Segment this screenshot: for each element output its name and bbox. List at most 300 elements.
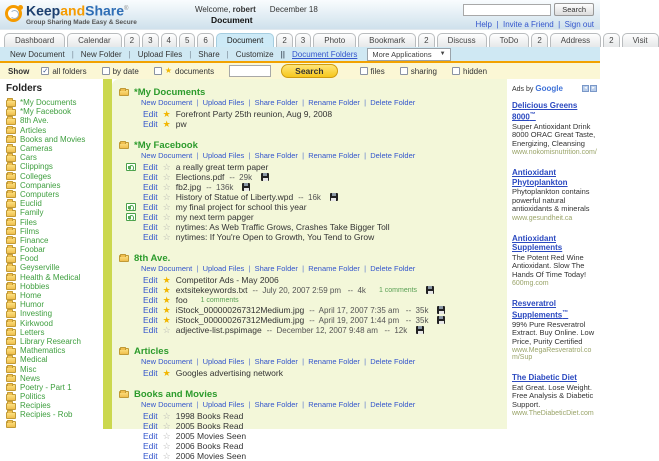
ads-by-google-label: Ads by Google xyxy=(512,84,563,93)
document-title-link[interactable]: iStock_000000267312Medium.jpg xyxy=(175,305,305,315)
section-title-link[interactable]: 8th Ave. xyxy=(134,252,171,264)
sidebar-folder-item[interactable] xyxy=(6,236,103,245)
sidebar-folder-label: Files xyxy=(20,217,37,227)
edit-link[interactable]: Edit xyxy=(143,305,158,315)
sidebar-folder-item[interactable] xyxy=(6,392,103,401)
sidebar-folder-label: News xyxy=(20,373,41,383)
folder-icon xyxy=(6,146,16,153)
sidebar-folder-item[interactable] xyxy=(6,346,103,355)
checkbox-icon[interactable] xyxy=(452,67,460,75)
ad-url: 600mg.com xyxy=(512,280,549,288)
document-row xyxy=(119,451,507,461)
header-link[interactable]: | Sign out xyxy=(554,20,594,29)
document-title-link[interactable]: adjective-list.pspimage xyxy=(175,325,262,335)
sidebar-folder-label: Articles xyxy=(20,125,47,135)
sidebar-folder-label: Companies xyxy=(20,180,61,190)
document-title-link[interactable]: extsitekeywords.txt xyxy=(175,285,248,295)
toolbar-item[interactable]: | Upload Files xyxy=(122,50,183,59)
sidebar-folder-item[interactable] xyxy=(6,401,103,410)
toolbar-item[interactable]: | Customize xyxy=(220,50,274,59)
sidebar-folder-label: Colleges xyxy=(20,171,52,181)
sidebar-folder-item[interactable] xyxy=(6,309,103,318)
folder-actions xyxy=(119,264,507,275)
star-icon[interactable] xyxy=(163,316,171,325)
star-icon[interactable] xyxy=(163,286,171,295)
edit-link[interactable]: Edit xyxy=(143,368,158,378)
keepandshare-logo[interactable] xyxy=(5,2,137,26)
ad-item xyxy=(512,168,597,222)
sidebar-folder-item[interactable] xyxy=(6,208,103,217)
folder-action-link[interactable]: | Share Folder xyxy=(244,400,298,409)
sidebar-folder-label: Clippings xyxy=(20,162,53,172)
folder-icon xyxy=(6,136,16,143)
comments-link[interactable]: 1 comments xyxy=(378,286,418,294)
folder-icon xyxy=(6,219,16,226)
sidebar-folder-label: Humor xyxy=(20,300,45,310)
edit-link[interactable]: Edit xyxy=(143,325,158,335)
folder-icon xyxy=(6,283,16,290)
document-meta: -- 136k xyxy=(206,182,234,192)
folder-action-link[interactable]: | Rename Folder xyxy=(298,357,360,366)
folder-icon xyxy=(119,348,129,355)
show-label: Show xyxy=(8,66,30,76)
document-title-link[interactable]: Elections.pdf xyxy=(175,172,225,182)
sidebar-folder-item[interactable] xyxy=(6,135,103,144)
sidebar-folder-label: Mathematics xyxy=(20,346,66,356)
toolbar-item[interactable]: New Document xyxy=(10,49,65,59)
document-title-link[interactable]: my next term papger xyxy=(175,212,254,222)
sidebar-folder-label: Euclid xyxy=(20,199,42,209)
sidebar-folder-item[interactable] xyxy=(6,153,103,162)
shared-icon xyxy=(126,163,136,171)
filter-option[interactable] xyxy=(41,67,86,76)
sidebar-folder-label: Politics xyxy=(20,392,46,402)
sidebar-folder-item[interactable] xyxy=(6,181,103,190)
folder-action-link[interactable]: | Upload Files xyxy=(192,357,244,366)
edit-link[interactable]: Edit xyxy=(143,202,158,212)
sidebar-folder-label: Geyserville xyxy=(20,263,60,273)
header-search-input[interactable] xyxy=(463,4,551,16)
tab[interactable]: 2 xyxy=(603,33,619,47)
sidebar-folder-label: Library Research xyxy=(20,336,81,346)
folder-action-link[interactable]: | Upload Files xyxy=(192,98,244,107)
star-icon[interactable] xyxy=(163,412,171,421)
document-row xyxy=(119,315,507,325)
folder-action-link[interactable]: | Rename Folder xyxy=(298,400,360,409)
folder-icon xyxy=(6,210,16,217)
folder-icon xyxy=(6,100,16,107)
toolbar-item[interactable]: | New Folder xyxy=(65,50,122,59)
folder-action-link[interactable]: | Delete Folder xyxy=(360,151,415,160)
document-title-link[interactable]: 1998 Books Read xyxy=(175,411,244,421)
save-disk-icon[interactable] xyxy=(261,173,269,181)
sidebar-folder-item[interactable] xyxy=(6,364,103,373)
folder-action-link[interactable]: New Document xyxy=(141,98,193,107)
document-title-link[interactable]: 2006 Movies Seen xyxy=(175,451,247,461)
header-search-button[interactable]: Search xyxy=(554,3,594,16)
folder-action-link[interactable]: | Delete Folder xyxy=(360,264,415,273)
document-title-link[interactable]: fb2.jpg xyxy=(175,182,202,192)
document-row xyxy=(119,182,507,192)
sidebar-folder-item[interactable] xyxy=(6,410,103,419)
save-disk-icon[interactable] xyxy=(242,183,250,191)
folder-action-link[interactable]: | Delete Folder xyxy=(360,357,415,366)
folder-action-link[interactable]: | Rename Folder xyxy=(298,98,360,107)
sidebar-folder-item[interactable] xyxy=(6,172,103,181)
sidebar-folder-item[interactable] xyxy=(6,190,103,199)
sidebar-folder-label: Poetry - Part 1 xyxy=(20,382,72,392)
document-row xyxy=(119,172,507,182)
sidebar-folder-label: Home xyxy=(20,291,42,301)
checkbox-icon[interactable] xyxy=(360,67,368,75)
star-icon[interactable] xyxy=(163,203,171,212)
folder-icon xyxy=(6,237,16,244)
document-title-link[interactable]: my final project for school this year xyxy=(175,202,307,212)
document-title-link[interactable]: foo xyxy=(175,295,188,305)
tab[interactable]: 2 xyxy=(531,33,547,47)
sidebar-folder-item[interactable] xyxy=(6,217,103,226)
filter-option-label: sharing xyxy=(410,66,437,76)
section-title-link[interactable]: *My Documents xyxy=(134,86,206,98)
tab[interactable]: Visit xyxy=(622,33,659,47)
document-row xyxy=(119,202,507,212)
sidebar-folder-item[interactable] xyxy=(6,116,103,125)
ad-text: Super Antioxidant Drink 8000 ORAC Great Taste, Energizing, Cleansing xyxy=(512,121,596,148)
edit-link[interactable]: Edit xyxy=(143,172,158,182)
save-disk-icon[interactable] xyxy=(330,193,338,201)
document-title-link[interactable]: Googles advertising network xyxy=(175,368,283,378)
sidebar-folder-item[interactable] xyxy=(6,383,103,392)
folder-action-link[interactable]: New Document xyxy=(141,357,193,366)
section-title-link[interactable]: Articles xyxy=(134,345,169,357)
username: robert xyxy=(232,5,256,14)
tagline: Group Sharing Made Easy & Secure xyxy=(26,18,137,26)
folder-icon xyxy=(6,155,16,162)
sidebar-folder-item[interactable] xyxy=(6,162,103,171)
current-date: December 18 xyxy=(269,5,318,14)
folder-action-link[interactable]: | Rename Folder xyxy=(298,264,360,273)
star-icon[interactable] xyxy=(163,326,171,335)
tab[interactable]: 3 xyxy=(142,33,158,47)
folder-action-link[interactable]: New Document xyxy=(141,400,193,409)
document-title-link[interactable]: 2005 Books Read xyxy=(175,421,244,431)
edit-link[interactable]: Edit xyxy=(143,212,158,222)
sidebar-folder-item[interactable] xyxy=(6,300,103,309)
tab[interactable]: Address xyxy=(550,33,601,47)
edit-link[interactable]: Edit xyxy=(143,295,158,305)
star-icon[interactable] xyxy=(163,369,171,378)
sidebar-folder-label: Misc xyxy=(20,364,37,374)
document-title-link[interactable]: nytimes: As Web Traffic Grows, Crashes Take Bigger Toll xyxy=(175,222,390,232)
edit-link[interactable]: Edit xyxy=(143,109,158,119)
document-row xyxy=(119,295,507,305)
ad-url: www.gesundheit.ca xyxy=(512,214,573,222)
folder-actions xyxy=(119,98,507,109)
section-title-link[interactable]: *My Facebook xyxy=(134,139,198,151)
tab[interactable]: Dashboard xyxy=(4,33,65,47)
star-icon[interactable] xyxy=(163,183,171,192)
tab[interactable]: 5 xyxy=(179,33,195,47)
tab[interactable]: 3 xyxy=(295,33,311,47)
sidebar-folder-label: Finance xyxy=(20,235,49,245)
folder-action-link[interactable]: | Upload Files xyxy=(192,400,244,409)
edit-link[interactable]: Edit xyxy=(143,441,158,451)
document-row xyxy=(119,192,507,202)
sidebar-folder-item[interactable] xyxy=(6,126,103,135)
document-title-link[interactable]: History of Statue of Liberty.wpd xyxy=(175,192,294,202)
checkbox-icon[interactable] xyxy=(154,67,162,75)
folder-icon xyxy=(6,173,16,180)
ad-title-link[interactable]: Antioxidant Phytoplankton xyxy=(512,168,568,187)
document-row xyxy=(119,411,507,421)
checkbox-icon[interactable] xyxy=(102,67,110,75)
edit-link[interactable]: Edit xyxy=(143,411,158,421)
filter-option[interactable] xyxy=(400,67,437,76)
folder-action-link[interactable]: | Upload Files xyxy=(192,151,244,160)
edit-link[interactable]: Edit xyxy=(143,421,158,431)
shared-icon xyxy=(126,203,136,211)
document-folders-link[interactable]: Document Folders xyxy=(292,49,358,59)
sidebar-folder-label: Medical xyxy=(20,355,48,365)
document-meta: -- April 17, 2007 7:35 am -- 35k xyxy=(309,305,429,315)
sidebar-folder-item[interactable] xyxy=(6,282,103,291)
edit-link[interactable]: Edit xyxy=(143,285,158,295)
document-toolbar xyxy=(0,47,600,61)
ads-prev-icon[interactable] xyxy=(582,85,589,92)
logo-wordmark: KeepandShare® xyxy=(26,2,129,19)
document-row xyxy=(119,368,507,378)
filter-option-label: all folders xyxy=(52,66,87,76)
sidebar-folder-item[interactable] xyxy=(6,337,103,346)
folders-sidebar xyxy=(0,79,103,429)
edit-link[interactable]: Edit xyxy=(143,431,158,441)
folder-icon xyxy=(6,247,16,254)
sidebar-folder-item[interactable] xyxy=(6,144,103,153)
edit-link[interactable]: Edit xyxy=(143,232,158,242)
star-icon[interactable] xyxy=(163,120,171,129)
folder-action-link[interactable]: | Share Folder xyxy=(244,151,298,160)
star-icon[interactable] xyxy=(163,306,171,315)
header-links xyxy=(463,20,594,29)
documents-content xyxy=(112,79,507,461)
folder-icon xyxy=(6,320,16,327)
tab[interactable]: 6 xyxy=(197,33,213,47)
edit-link[interactable]: Edit xyxy=(143,275,158,285)
sidebar-folder-label: Hobbies xyxy=(20,281,50,291)
sidebar-folder-label: *My Facebook xyxy=(20,107,72,117)
tab[interactable]: 2 xyxy=(124,33,140,47)
save-disk-icon[interactable] xyxy=(437,316,445,324)
document-row xyxy=(119,232,507,242)
folder-icon xyxy=(6,274,16,281)
edit-link[interactable]: Edit xyxy=(143,162,158,172)
document-row xyxy=(119,162,507,172)
star-icon[interactable] xyxy=(163,223,171,232)
sidebar-folder-label: *My Documents xyxy=(20,98,77,108)
save-disk-icon[interactable] xyxy=(416,326,424,334)
sidebar-folder-item[interactable] xyxy=(6,263,103,272)
sidebar-folder-label: Films xyxy=(20,226,40,236)
toolbar-item[interactable]: | Share xyxy=(182,50,219,59)
header-link[interactable]: | Invite a Friend xyxy=(492,20,554,29)
folder-action-link[interactable]: | Delete Folder xyxy=(360,98,415,107)
sidebar-folder-item[interactable] xyxy=(6,420,103,429)
checkbox-icon[interactable] xyxy=(400,67,408,75)
edit-link[interactable]: Edit xyxy=(143,315,158,325)
sidebar-folder-label: Computers xyxy=(20,189,60,199)
tab[interactable]: Discuss xyxy=(437,33,487,47)
edit-link[interactable]: Edit xyxy=(143,182,158,192)
current-app-label: Document xyxy=(211,15,253,25)
ad-title-link[interactable]: Resveratrol Supplements™ xyxy=(512,299,569,320)
sidebar-folder-item[interactable] xyxy=(6,245,103,254)
ad-text: The Potent Red Wine Antioxidant. Slow The Hands Of Time Today! xyxy=(512,252,587,279)
star-icon[interactable] xyxy=(163,193,171,202)
filter-search-button[interactable]: Search xyxy=(281,64,337,78)
document-title-link[interactable]: a really great term paper xyxy=(175,162,269,172)
save-disk-icon[interactable] xyxy=(437,306,445,314)
filter-option[interactable] xyxy=(452,67,487,76)
star-icon[interactable] xyxy=(163,442,171,451)
sidebar-folder-item[interactable] xyxy=(6,98,103,107)
folder-icon xyxy=(6,375,16,382)
edit-link[interactable]: Edit xyxy=(143,192,158,202)
document-row xyxy=(119,119,507,129)
star-icon[interactable] xyxy=(163,233,171,242)
document-row xyxy=(119,275,507,285)
star-icon[interactable] xyxy=(163,163,171,172)
ad-text: 99% Pure Resveratrol Extract. Buy Online. Low Price, Purity Certified xyxy=(512,319,595,346)
folder-icon xyxy=(6,228,16,235)
document-row xyxy=(119,285,507,295)
sidebar-folder-item[interactable] xyxy=(6,355,103,364)
folder-action-link[interactable]: | Share Folder xyxy=(244,357,298,366)
tab[interactable]: Bookmark xyxy=(358,33,416,47)
sidebar-folder-item[interactable] xyxy=(6,328,103,337)
ad-title-link[interactable]: Antioxidant Supplements xyxy=(512,233,563,253)
document-title-link[interactable]: nytimes: If You're Open to Growth, You Tend to Grow xyxy=(175,232,375,242)
folder-icon xyxy=(6,256,16,263)
sidebar-folder-item[interactable] xyxy=(6,273,103,282)
filter-option[interactable] xyxy=(102,67,139,76)
folder-icon xyxy=(119,255,129,262)
sidebar-folder-item[interactable] xyxy=(6,227,103,236)
folder-section xyxy=(119,252,507,335)
sidebar-folder-label: Foobar xyxy=(20,245,46,255)
comments-link[interactable]: 1 comments xyxy=(200,296,239,304)
more-applications-dropdown[interactable] xyxy=(367,48,450,61)
shared-icon xyxy=(126,213,136,221)
sidebar-folder-item[interactable] xyxy=(6,319,103,328)
document-title-link[interactable]: Forefront Party 25th reunion, Aug 9, 2008 xyxy=(175,109,333,119)
ad-item xyxy=(512,234,597,288)
ads-sidebar xyxy=(507,79,600,429)
ads-next-icon[interactable] xyxy=(590,85,597,92)
document-title-link[interactable]: Competitor Ads - May 2006 xyxy=(175,275,279,285)
checkbox-icon[interactable] xyxy=(41,67,49,75)
folder-icon xyxy=(6,403,16,410)
section-title-link[interactable]: Books and Movies xyxy=(134,388,218,400)
folder-section xyxy=(119,345,507,378)
ad-title-link[interactable]: Delicious Greens 8000™ xyxy=(512,101,578,122)
star-icon[interactable] xyxy=(163,452,171,461)
folder-icon xyxy=(119,89,129,96)
folder-action-link[interactable]: New Document xyxy=(141,151,193,160)
folder-icon xyxy=(119,142,129,149)
filter-search-input[interactable] xyxy=(229,65,271,77)
sidebar-folder-item[interactable] xyxy=(6,291,103,300)
folder-action-link[interactable]: | Share Folder xyxy=(244,98,298,107)
folder-icon xyxy=(6,265,16,272)
google-logo: Google xyxy=(535,84,563,93)
edit-link[interactable]: Edit xyxy=(143,451,158,461)
document-title-link[interactable]: 2005 Movies Seen xyxy=(175,431,247,441)
sidebar-folder-item[interactable] xyxy=(6,254,103,263)
star-icon[interactable] xyxy=(163,432,171,441)
folder-action-link[interactable]: | Upload Files xyxy=(192,264,244,273)
folder-action-link[interactable]: | Share Folder xyxy=(244,264,298,273)
sidebar-folder-label: Books and Movies xyxy=(20,134,86,144)
tab[interactable]: Calendar xyxy=(67,33,121,47)
folder-actions xyxy=(119,400,507,411)
star-icon[interactable] xyxy=(163,213,171,222)
header-link[interactable]: Help xyxy=(475,20,492,29)
document-row xyxy=(119,421,507,431)
star-icon[interactable] xyxy=(163,422,171,431)
folder-icon xyxy=(6,201,16,208)
folder-actions xyxy=(119,151,507,162)
sidebar-folder-label: Cars xyxy=(20,153,37,163)
star-icon[interactable] xyxy=(163,173,171,182)
star-icon[interactable] xyxy=(163,276,171,285)
tab[interactable]: 4 xyxy=(161,33,177,47)
sidebar-folder-label: Recipies xyxy=(20,401,51,411)
edit-link[interactable]: Edit xyxy=(143,119,158,129)
tab[interactable]: ToDo xyxy=(489,33,530,47)
star-icon[interactable] xyxy=(163,110,171,119)
tab[interactable]: Document xyxy=(216,33,274,47)
folder-icon xyxy=(6,366,16,373)
tab[interactable]: 2 xyxy=(276,33,292,47)
folder-action-link[interactable]: | Delete Folder xyxy=(360,400,415,409)
folder-action-link[interactable]: | Rename Folder xyxy=(298,151,360,160)
document-title-link[interactable]: iStock_000000267312Medium.jpg xyxy=(175,315,305,325)
save-disk-icon[interactable] xyxy=(426,286,434,294)
star-icon[interactable] xyxy=(163,296,171,305)
document-title-link[interactable]: pw xyxy=(175,119,187,129)
filter-option-label: hidden xyxy=(463,66,488,76)
filter-option[interactable] xyxy=(360,67,385,76)
document-title-link[interactable]: 2006 Books Read xyxy=(175,441,244,451)
tab[interactable]: 2 xyxy=(418,33,434,47)
document-row xyxy=(119,212,507,222)
document-meta: -- 29k xyxy=(229,172,253,182)
logo-swirl-icon xyxy=(5,5,22,22)
toolbar-separator: || xyxy=(280,49,286,59)
app-header xyxy=(0,0,600,30)
tab[interactable]: Photo xyxy=(313,33,356,47)
sidebar-folder-label: Cameras xyxy=(20,144,53,154)
folder-action-link[interactable]: New Document xyxy=(141,264,193,273)
ad-title-link[interactable]: The Diabetic Diet xyxy=(512,373,577,383)
sidebar-folder-item[interactable] xyxy=(6,374,103,383)
filter-option[interactable] xyxy=(154,67,214,76)
edit-link[interactable]: Edit xyxy=(143,222,158,232)
folder-icon xyxy=(6,182,16,189)
ad-text: Eat Great. Lose Weight. Free Analysis & Diabetic Support. xyxy=(512,382,594,409)
sidebar-folder-item[interactable] xyxy=(6,199,103,208)
sidebar-folder-item[interactable] xyxy=(6,107,103,116)
